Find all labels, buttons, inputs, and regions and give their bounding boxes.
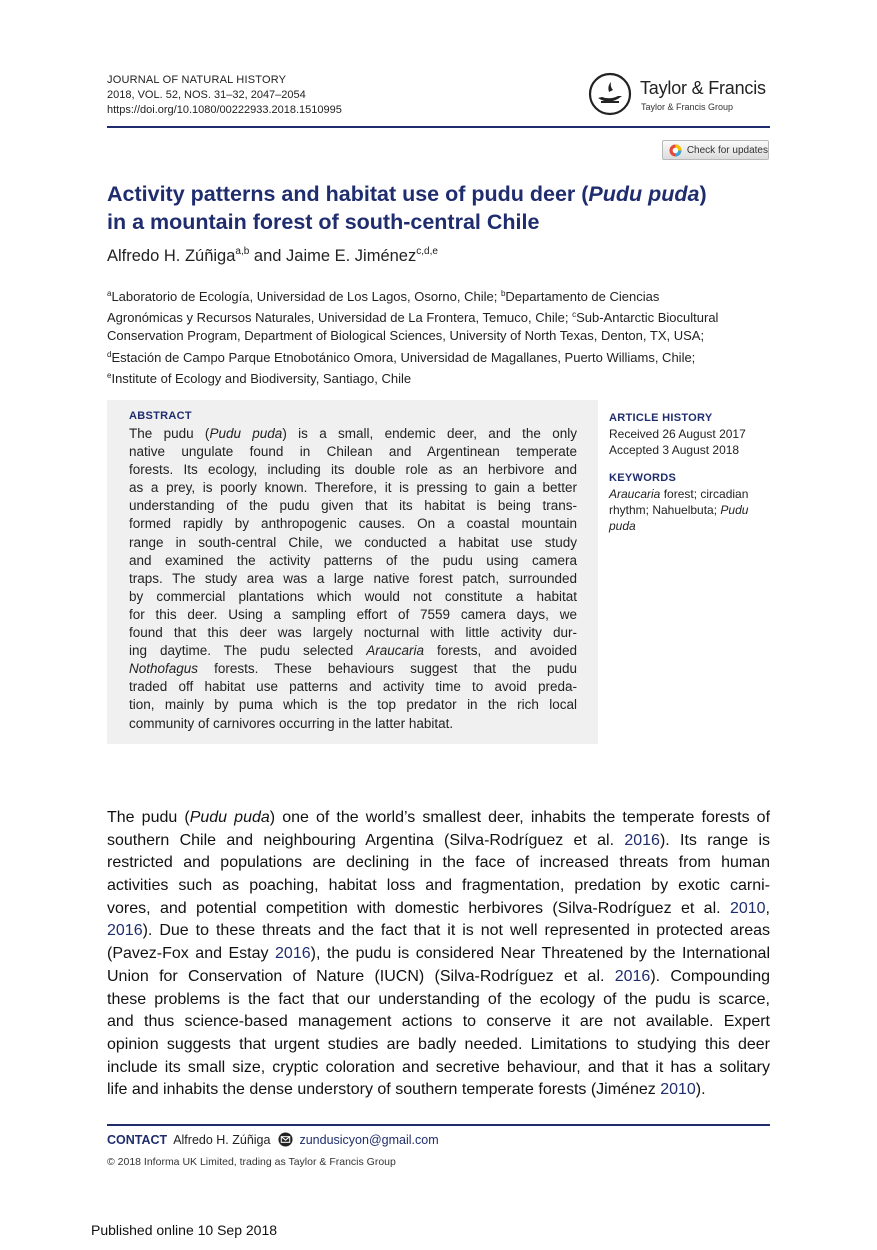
- keywords: [609, 470, 748, 534]
- body-line: (Pavez-Fox and Estay 2016), the pudu is considered Near Threatened by the International: [107, 945, 771, 963]
- author-2-affil: c,d,e: [416, 246, 438, 257]
- abstract-line: The pudu (Pudu puda) is a small, endemic deer, and the only: [129, 426, 578, 441]
- affil-sup: e: [107, 370, 112, 380]
- journal-name: JOURNAL OF NATURAL HISTORY: [107, 74, 287, 86]
- affil-sup: a: [107, 289, 112, 298]
- citation-link[interactable]: 2010: [660, 1081, 696, 1099]
- keyword-line: Araucaria forest; circadian: [609, 487, 749, 501]
- body-line: The pudu (Pudu puda) one of the world’s smallest deer, inhabits the temperate forests of: [107, 809, 771, 826]
- affil-sup: d: [107, 349, 112, 359]
- affil-text: Institute of Ecology and Biodiversity, Santiago, Chile: [111, 370, 412, 386]
- email-icon: [278, 1132, 293, 1147]
- abstract-line: for this deer. Using a sampling effort of 7559 camera days, we: [129, 606, 577, 622]
- abstract-line: range in south-central Chile, we conducted a habitat use study: [129, 534, 577, 550]
- title-part-2: ): [699, 182, 707, 206]
- abstract-line: traps. The study area was a large native forest patch, surrounded: [129, 570, 577, 586]
- abstract-line: understanding of the pudu given that its habitat is being trans-: [129, 498, 577, 514]
- contact-email-link[interactable]: zundusicyon@gmail.com: [299, 1132, 439, 1147]
- body-line: include its small size, cryptic coloration and secretive behaviour, and that it has a solitary: [107, 1058, 770, 1076]
- abstract-line: native ungulate found in Chilean and Argentinean temperate: [129, 444, 577, 460]
- abstract-line: as a prey, is poorly known. Therefore, it is pressing to gain a better: [129, 480, 577, 496]
- article-title: [107, 180, 777, 236]
- footer-divider: [107, 1124, 770, 1126]
- citation-link[interactable]: 2016: [107, 922, 143, 940]
- affil-sup: b: [500, 289, 506, 298]
- abstract-line: ing daytime. The pudu selected Araucaria forests, and avoided: [129, 643, 577, 659]
- contact-label: CONTACT: [107, 1132, 168, 1147]
- abstract-heading: ABSTRACT: [129, 410, 192, 422]
- author-2[interactable]: Jaime E. Jiménez: [286, 247, 417, 265]
- citation-link[interactable]: 2010: [729, 899, 766, 917]
- abstract-line: forests. Its ecology, including its double role as an herbivore and: [129, 462, 577, 478]
- affil-text: Departamento de Ciencias: [505, 289, 660, 304]
- published-date: Published online 10 Sep 2018: [91, 1222, 278, 1238]
- author-conj: and: [249, 247, 287, 265]
- header-divider: [107, 126, 770, 128]
- body-line: restricted and populations are declining in the face of increased threats from human: [107, 854, 770, 872]
- body-line: vores, and potential competition with domestic herbivores (Silva-Rodríguez et al. 2010,: [107, 899, 770, 917]
- publisher-logo-block: [588, 72, 778, 122]
- body-line: opinion suggests that urgent studies are badly needed. Limitations to studying this deer: [107, 1035, 770, 1053]
- doi-link[interactable]: https://doi.org/10.1080/00222933.2018.1510995: [107, 104, 342, 116]
- body-paragraph: [107, 807, 770, 1102]
- affil-sup: c: [572, 310, 577, 320]
- body-line: southern Chile and neighbouring Argentina (Silva-Rodríguez et al. 2016). Its range is: [107, 831, 770, 849]
- author-1-affil: a,b: [235, 246, 250, 257]
- keyword-line: rhythm; Nahuelbuta; Pudu: [609, 503, 749, 517]
- affiliation-line: [107, 327, 777, 345]
- journal-meta: [107, 73, 342, 118]
- article-history-heading: ARTICLE HISTORY: [609, 412, 713, 424]
- abstract-line: community of carnivores occurring in the latter habitat.: [129, 715, 454, 731]
- received-date: Received 26 August 2017: [609, 427, 746, 441]
- affil-text: Agronómicas y Recursos Naturales, Universidad de La Frontera, Temuco, Chile;: [107, 310, 573, 326]
- crossmark-icon: [669, 144, 682, 157]
- abstract-line: Nothofagus forests. These behaviours suggest that the pudu: [129, 661, 577, 677]
- citation-link[interactable]: 2016: [614, 967, 651, 985]
- publisher-name: Taylor & Francis: [640, 78, 766, 98]
- body-line: and thus science-based management actions to conserve it are not available. Expert: [107, 1013, 770, 1031]
- abstract-line: found that this deer was largely nocturnal with little activity dur-: [129, 625, 577, 641]
- abstract-line: tion, mainly by puma which is the top predator in the rich local: [129, 697, 577, 713]
- abstract-text: [129, 425, 577, 733]
- check-for-updates-button[interactable]: [662, 140, 769, 160]
- body-line: life and inhabits the dense understory of southern temperate forests (Jiménez 2010).: [107, 1081, 706, 1099]
- copyright-notice: © 2018 Informa UK Limited, trading as Taylor & Francis Group: [107, 1156, 396, 1168]
- abstract-line: traded off habitat use patterns and activity time to avoid preda-: [129, 679, 577, 695]
- title-species: Pudu puda: [588, 182, 700, 206]
- journal-volume: 2018, VOL. 52, NOS. 31–32, 2047–2054: [107, 89, 306, 101]
- keyword-line: puda: [609, 519, 636, 533]
- check-for-updates-label: Check for updates: [686, 144, 768, 156]
- title-part-1: Activity patterns and habitat use of pudu deer (: [107, 182, 589, 206]
- abstract-line: formed rapidly by anthropogenic causes. On a coastal mountain: [129, 516, 577, 532]
- body-line: activities such as poaching, habitat loss and fragmentation, predation by exotic carni-: [107, 877, 770, 895]
- author-1[interactable]: Alfredo H. Zúñiga: [107, 247, 236, 265]
- affiliation-line: [107, 367, 777, 388]
- affiliations: [107, 285, 777, 388]
- taylor-francis-lamp-icon: [588, 72, 632, 116]
- keywords-heading: KEYWORDS: [609, 472, 677, 484]
- author-list: [107, 246, 438, 266]
- affil-text: Conservation Program, Department of Biological Sciences, University of North Texas, Denton, TX, USA;: [107, 328, 705, 344]
- affil-text: Laboratorio de Ecología, Universidad de Los Lagos, Osorno, Chile;: [111, 289, 501, 304]
- body-line: Union for Conservation of Nature (IUCN) (Silva-Rodríguez et al. 2016). Compounding: [107, 967, 770, 985]
- affiliation-line: [107, 306, 777, 327]
- publisher-group: Taylor & Francis Group: [641, 102, 734, 112]
- body-line: 2016). Due to these threats and the fact that it is not well represented in protected areas: [107, 922, 770, 940]
- affiliation-line: [107, 346, 777, 367]
- citation-link[interactable]: 2016: [275, 945, 311, 963]
- citation-link[interactable]: 2016: [624, 831, 660, 849]
- contact-name: Alfredo H. Zúñiga: [173, 1132, 271, 1147]
- article-history: [609, 410, 746, 458]
- accepted-date: Accepted 3 August 2018: [609, 443, 740, 457]
- contact-line: [107, 1132, 439, 1147]
- affiliation-line: [107, 285, 777, 306]
- body-line: these problems is the fact that our understanding of the ecology of the pudu is scarce,: [107, 990, 770, 1008]
- affil-text: Sub-Antarctic Biocultural: [576, 310, 719, 326]
- title-line-2: in a mountain forest of south-central Chile: [107, 210, 540, 234]
- abstract-line: and examined the activity patterns of the pudu using camera: [129, 552, 577, 568]
- abstract-line: by commercial plantations which would not constitute a habitat: [129, 588, 577, 604]
- affil-text: Estación de Campo Parque Etnobotánico Omora, Universidad de Magallanes, Puerto Williams, Chile;: [111, 349, 696, 365]
